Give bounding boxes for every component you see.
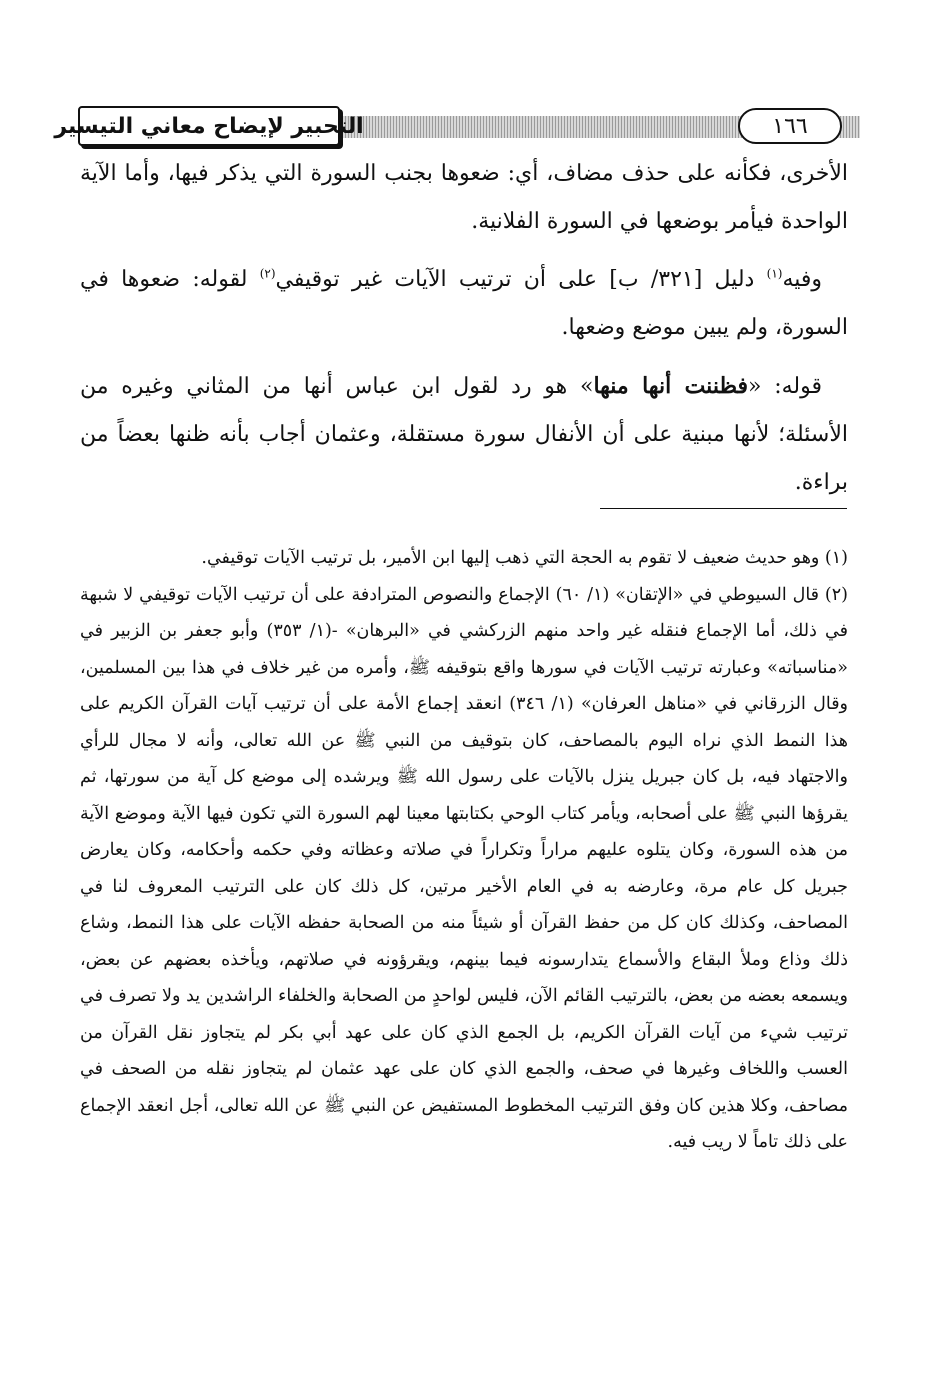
paragraph-2-part-b: دليل [٣٢١/ ب] على أن ترتيب الآيات غير توقيفي <box>275 267 767 292</box>
paragraph-2-part-a: وفيه <box>782 267 823 292</box>
book-title: التحبير لإيضاح معاني التيسير <box>54 113 364 139</box>
running-header <box>54 104 860 154</box>
paragraph-3-part-a: قوله: « <box>748 374 822 399</box>
book-title-box <box>54 106 364 146</box>
footnote-separator <box>600 508 847 509</box>
main-text <box>80 150 848 517</box>
footnotes <box>80 540 848 1161</box>
paragraph-1: الأخرى، فكأنه على حذف مضاف، أي: ضعوها بجنب السورة التي يذكر فيها، وأما الآية الواحدة فيأمر بوضعها في السورة الفلانية. <box>80 161 848 234</box>
footnote-1: (١) وهو حديث ضعيف لا تقوم به الحجة التي ذهب إليها ابن الأمير، بل ترتيب الآيات توقيفي. <box>201 548 848 568</box>
footnote-2: (٢) قال السيوطي في «الإتقان» (١/ ٦٠) الإجماع والنصوص المترادفة على أن ترتيب الآيات توقيفي لا شبهة في ذلك، أما الإجماع فنقله غير واحد منهم الزركشي في «البرهان» -(١/ ٣٥٣) وأبو جعفر بن الزبير في «مناسباته» وعبارته ترتيب الآيات في سورها واقع بتوقيفه ﷺ، وأمره من غير خلاف في هذا بين المسلمين، وقال الزرقاني في «مناهل العرفان» (١/ ٣٤٦) انعقد إجماع الأمة على أن ترتيب آيات القرآن الكريم على هذا النمط الذي نراه اليوم بالمصاحف، كان بتوقيف من النبي ﷺ عن الله تعالى، وأنه لا مجال للرأي والاجتهاد فيه، بل كان جبريل ينزل بالآيات على رسول الله ﷺ ويرشده إلى موضع كل آية من سورتها، ثم يقرؤها النبي ﷺ على أصحابه، ويأمر كتاب الوحي بكتابتها معينا لهم السورة التي تكون فيها الآية وموضع الآية من هذه السورة، وكان يتلوه عليهم مراراً وتكراراً في صلاته وعظاته وفي حكمه وأحكامه، وكان يعارض جبريل كل عام مرة، وعارضه به في العام الأخير مرتين، كل ذلك كان على الترتيب المعروف لنا في المصاحف، وكذلك كان كل من حفظ القرآن أو شيئاً منه من الصحابة حفظه الآيات على هذا النمط، وشاع ذلك وذاع وملأ البقاع والأسماع يتدارسونه فيما بينهم، ويقرؤونه في صلاتهم، ويأخذه بعضهم عن بعض، ويسمعه بعضه من بعض، بالترتيب القائم الآن، فليس لواحدٍ من الصحابة والخلفاء الراشدين يد ولا تصرف في ترتيب شيء من آيات القرآن الكريم، بل الجمع الذي كان على عهد أبي بكر لم يتجاوز نقل القرآن من العسب واللخاف وغيرها في صحف، والجمع الذي كان على عهد عثمان لم يتجاوز نقله من الصحف في مصاحف، وكلا هذين كان وفق الترتيب المخطوط المستفيض عن النبي ﷺ عن الله تعالى، أجل انعقد الإجماع على ذلك تاماً لا ريب فيه. <box>80 584 849 1152</box>
footnote-ref-1: (١) <box>766 266 783 281</box>
quoted-phrase: فظننت أنها منها <box>593 373 749 399</box>
paragraph-2 <box>80 256 848 352</box>
paragraph-3-part-b: » هو رد لقول ابن عباس أنها من المثاني وغيره من الأسئلة؛ لأنها مبنية على أن الأنفال سورة مستقلة، وعثمان أجاب بأنه ظنها بعضاً من براءة. <box>80 374 848 495</box>
paragraph-3 <box>80 362 848 507</box>
page-number: ١٦٦ <box>772 113 808 139</box>
footnote-ref-2: (٢) <box>259 266 276 281</box>
paragraph-2-part-c: لقوله: ضعوها في السورة، ولم يبين موضع وضعها. <box>80 267 848 340</box>
page-number-box <box>738 108 842 144</box>
